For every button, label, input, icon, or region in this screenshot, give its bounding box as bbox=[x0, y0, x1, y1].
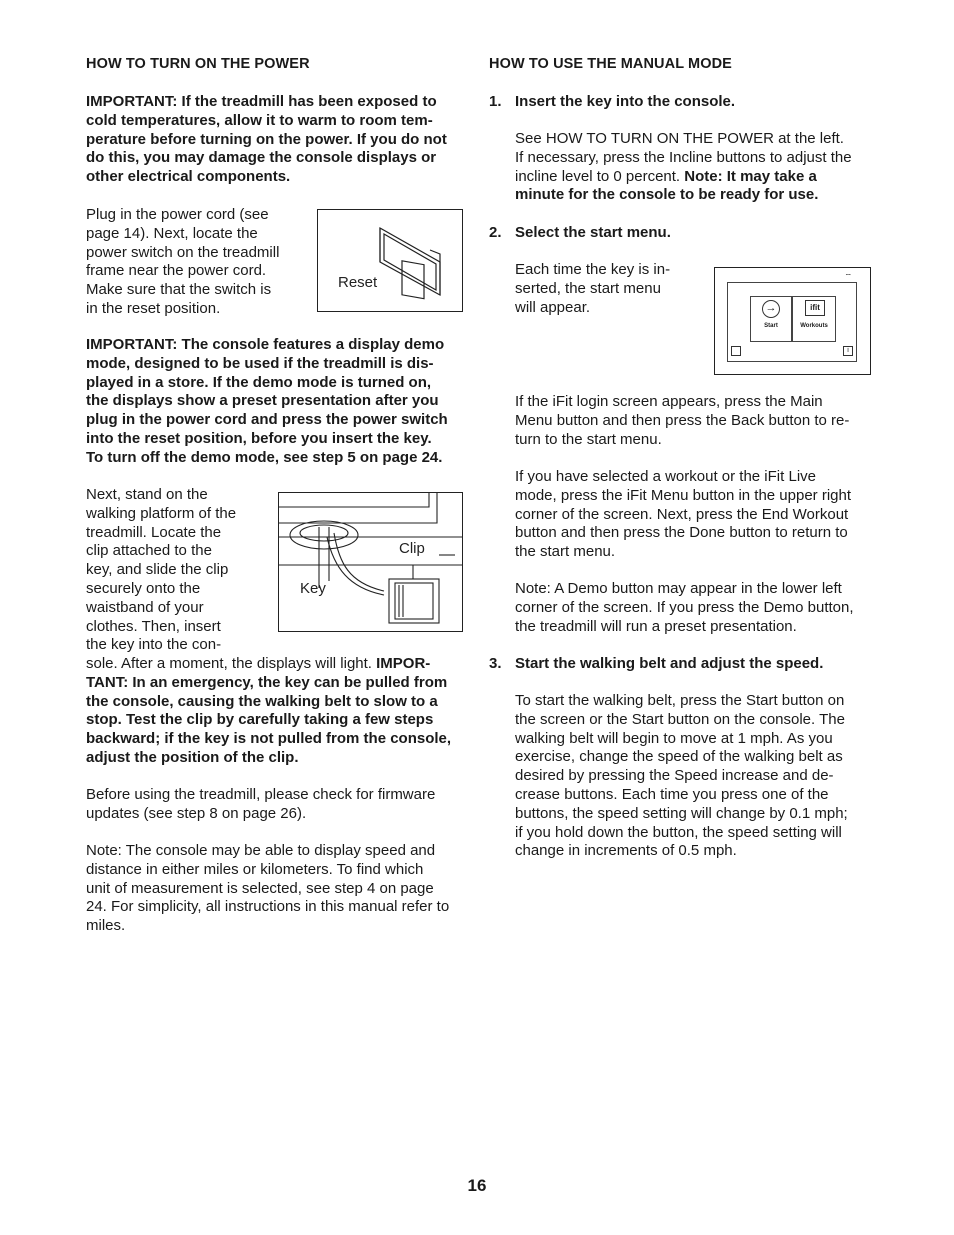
incline-text: incline level to 0 percent. bbox=[515, 167, 685, 185]
text-line: Note: The console may be able to display speed and bbox=[86, 842, 436, 859]
text-line: miles. bbox=[86, 917, 126, 935]
key-clip-drawing bbox=[279, 493, 462, 631]
text-line: cold temperatures, allow it to warm to room tem- bbox=[86, 111, 433, 129]
key-clip-figure bbox=[278, 492, 463, 632]
text-line: mode, designed to be used if the treadmill is dis- bbox=[86, 354, 434, 372]
workouts-tile-label: Workouts bbox=[800, 323, 828, 329]
text-line: the console, causing the walking belt to slow to a bbox=[86, 692, 438, 710]
info-icon: i bbox=[843, 346, 853, 356]
heading-power: HOW TO TURN ON THE POWER bbox=[86, 56, 310, 72]
text-line: desired by pressing the Speed increase and de- bbox=[515, 767, 834, 785]
step-3-title: Start the walking belt and adjust the speed. bbox=[515, 655, 824, 672]
text-line: corner of the screen. If you press the Demo button, bbox=[515, 598, 854, 616]
text-line: Plug in the power cord (see bbox=[86, 206, 269, 223]
text-line: into the reset position, before you insert the key. bbox=[86, 429, 432, 447]
text-line: To turn off the demo mode, see step 5 on page 24. bbox=[86, 448, 443, 466]
text-line: If necessary, press the Incline buttons to adjust the bbox=[515, 148, 852, 166]
text-line: page 14). Next, locate the bbox=[86, 224, 258, 242]
text-line: updates (see step 8 on page 26). bbox=[86, 804, 307, 822]
important-cold-temperatures bbox=[86, 93, 447, 187]
text-line: unit of measurement is selected, see step 4 on page bbox=[86, 879, 434, 897]
plug-in-paragraph bbox=[86, 206, 279, 319]
step-2-title: Select the start menu. bbox=[515, 224, 671, 241]
text-line: Menu button and then press the Back button to re- bbox=[515, 411, 850, 429]
text-line: minute for the console to be ready for use. bbox=[515, 186, 819, 204]
demo-icon bbox=[731, 346, 741, 356]
text-line: key, and slide the clip bbox=[86, 561, 229, 579]
reset-switch-drawing bbox=[318, 210, 462, 311]
important-emergency-paragraph bbox=[86, 655, 451, 768]
text-line: backward; if the key is not pulled from the console, bbox=[86, 730, 452, 748]
text-line: perature before turning on the power. If you do not bbox=[86, 130, 447, 148]
stand-paragraph bbox=[86, 486, 236, 655]
text-line: adjust the position of the clip. bbox=[86, 748, 299, 766]
text-line: if you hold down the button, the speed setting will bbox=[515, 823, 842, 841]
text-line: crease buttons. Each time you press one of the bbox=[515, 785, 829, 803]
note-start: Note: It may take a bbox=[684, 167, 817, 185]
text-line: If you have selected a workout or the iFit Live bbox=[515, 468, 816, 485]
step-2-number: 2. bbox=[489, 224, 502, 241]
text-line: Next, stand on the bbox=[86, 486, 208, 503]
text-line: change in increments of 0.5 mph. bbox=[515, 842, 737, 860]
text-line: clip attached to the bbox=[86, 542, 212, 560]
text-line: plug in the power cord and press the power switch bbox=[86, 411, 448, 429]
workouts-tile bbox=[792, 296, 836, 342]
text-line: To start the walking belt, press the Start button on bbox=[515, 692, 845, 709]
text-line: buttons, the speed setting will change by 0.1 mph; bbox=[515, 804, 848, 822]
demo-note-paragraph bbox=[515, 580, 854, 636]
start-tile-label: Start bbox=[764, 323, 778, 329]
wifi-icon: ⌔ bbox=[844, 272, 852, 281]
text-line: serted, the start menu bbox=[515, 279, 661, 297]
text-line: button and then press the Done button to return to bbox=[515, 524, 848, 542]
firmware-paragraph bbox=[86, 786, 435, 824]
text-line: mode, press the iFit Menu button in the upper right bbox=[515, 486, 852, 504]
text-line: in the reset position. bbox=[86, 299, 221, 317]
text-line: IMPORTANT: The console features a display demo bbox=[86, 336, 445, 353]
sole-text: sole. After a moment, the displays will light. bbox=[86, 655, 377, 672]
text-line: waistband of your bbox=[86, 598, 204, 616]
text-line: See HOW TO TURN ON THE POWER at the left. bbox=[515, 130, 844, 147]
text-line: clothes. Then, insert bbox=[86, 617, 221, 635]
start-tile bbox=[750, 296, 792, 342]
text-line: the start menu. bbox=[515, 543, 616, 561]
text-line: TANT: In an emergency, the key can be pulled from bbox=[86, 673, 448, 691]
important-demo-mode bbox=[86, 336, 448, 468]
text-line bbox=[86, 655, 451, 674]
text-line: the treadmill will run a preset presentation. bbox=[515, 617, 797, 635]
text-line: will appear. bbox=[515, 298, 591, 316]
reset-label: Reset bbox=[338, 274, 378, 291]
text-line: walking platform of the bbox=[86, 504, 237, 522]
text-line: other electrical components. bbox=[86, 168, 291, 186]
text-line: the key into the con- bbox=[86, 636, 222, 654]
important-start: IMPOR- bbox=[376, 655, 431, 672]
step-1-paragraph bbox=[515, 130, 852, 205]
text-line: the screen or the Start button on the console. The bbox=[515, 710, 845, 728]
text-line: Note: A Demo button may appear in the lower left bbox=[515, 580, 842, 597]
text-line: turn to the start menu. bbox=[515, 430, 662, 448]
text-line: walking belt will begin to move at 1 mph. As you bbox=[515, 729, 833, 747]
text-line: frame near the power cord. bbox=[86, 262, 267, 280]
workout-paragraph bbox=[515, 468, 851, 562]
text-line: corner of the screen. Next, press the End Workout bbox=[515, 505, 849, 523]
text-line: power switch on the treadmill bbox=[86, 243, 280, 261]
start-menu-figure bbox=[714, 267, 871, 375]
step-2-paragraph bbox=[515, 261, 670, 317]
clip-label: Clip bbox=[399, 540, 425, 557]
text-line: treadmill. Locate the bbox=[86, 523, 222, 541]
text-line: distance in either miles or kilometers. To find which bbox=[86, 860, 424, 878]
text-line: IMPORTANT: If the treadmill has been exposed to bbox=[86, 93, 437, 110]
step-3-paragraph bbox=[515, 692, 848, 861]
text-line bbox=[515, 168, 852, 187]
step-3-number: 3. bbox=[489, 655, 502, 672]
text-line: securely onto the bbox=[86, 579, 201, 597]
text-line: do this, you may damage the console displays or bbox=[86, 149, 437, 167]
ifit-login-paragraph bbox=[515, 393, 849, 449]
arrow-right-icon: → bbox=[762, 300, 780, 318]
text-line: stop. Test the clip by carefully taking a few steps bbox=[86, 711, 434, 729]
step-1-title: Insert the key into the console. bbox=[515, 93, 736, 110]
screen-frame bbox=[727, 272, 857, 362]
ifit-logo-icon: ifit bbox=[805, 300, 825, 316]
text-line: 24. For simplicity, all instructions in this manual refer to bbox=[86, 898, 450, 916]
units-note-paragraph bbox=[86, 842, 449, 936]
text-line: If the iFit login screen appears, press the Main bbox=[515, 393, 823, 410]
text-line: Before using the treadmill, please check for firmware bbox=[86, 786, 436, 803]
text-line: Make sure that the switch is bbox=[86, 281, 272, 299]
heading-manual-mode: HOW TO USE THE MANUAL MODE bbox=[489, 56, 732, 72]
page-number: 16 bbox=[467, 1176, 487, 1195]
text-line: Each time the key is in- bbox=[515, 261, 671, 278]
text-line: the displays show a preset presentation after you bbox=[86, 392, 439, 410]
key-label: Key bbox=[300, 580, 326, 597]
text-line: exercise, change the speed of the walking belt as bbox=[515, 748, 843, 766]
step-1-number: 1. bbox=[489, 93, 502, 110]
text-line: played in a store. If the demo mode is turned on, bbox=[86, 373, 432, 391]
reset-switch-figure bbox=[317, 209, 463, 312]
